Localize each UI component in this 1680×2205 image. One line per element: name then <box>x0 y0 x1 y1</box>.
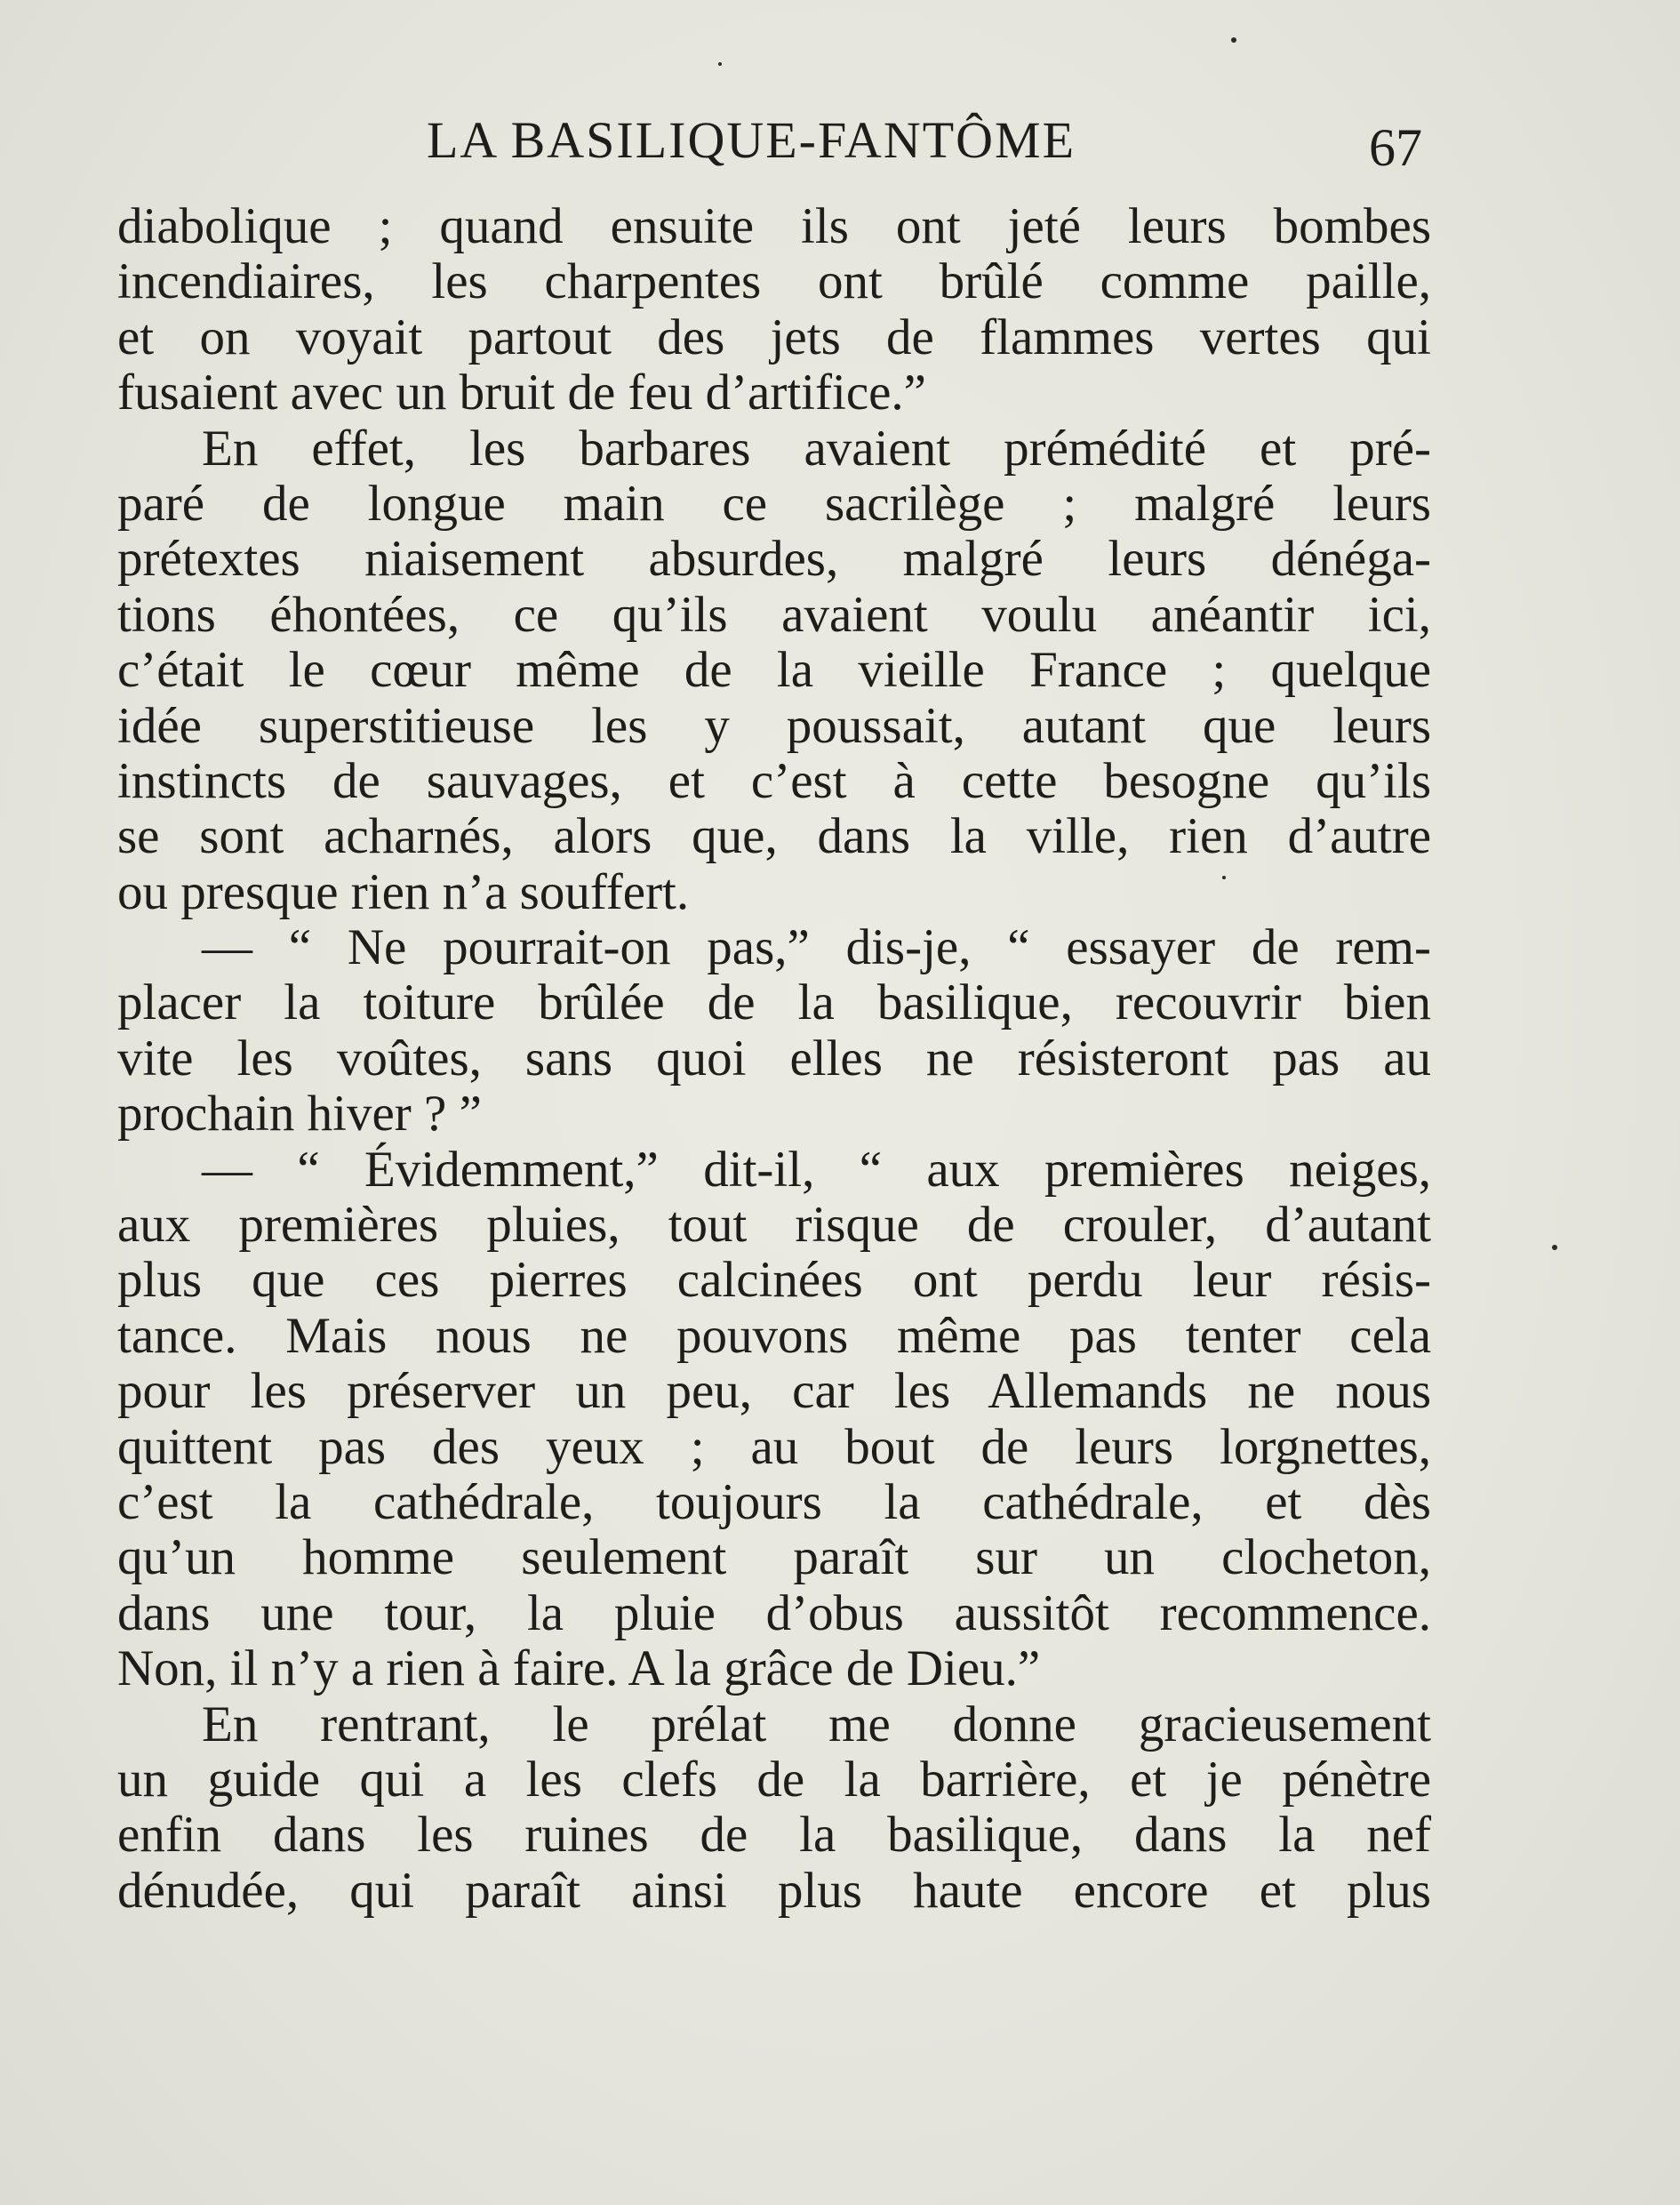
text-line: tance. Mais nous ne pouvons même pas tenter cela <box>117 1307 1431 1364</box>
text-line: aux premières pluies, tout risque de crouler, d’autant <box>117 1197 1431 1254</box>
text-line: En rentrant, le prélat me donne gracieusement <box>202 1696 1431 1752</box>
running-head <box>116 105 1422 176</box>
text-line: vite les voûtes, sans quoi elles ne résisteront pas au <box>117 1030 1431 1086</box>
text-line: enfin dans les ruines de la basilique, dans la nef <box>117 1807 1431 1864</box>
paper-speck <box>718 62 722 66</box>
paper-speck <box>1231 37 1236 43</box>
text-line: et on voyait partout des jets de flammes vertes qui <box>117 309 1431 365</box>
text-line: tions éhontées, ce qu’ils avaient voulu anéantir ici, <box>117 586 1431 643</box>
text-line: — “ Évidemment,” dit-il, “ aux premières neiges, <box>202 1141 1431 1198</box>
body-text <box>117 199 1431 1919</box>
text-line: — “ Ne pourrait-on pas,” dis-je, “ essayer de rem- <box>202 919 1431 976</box>
page-number: 67 <box>1369 118 1422 177</box>
paper-speck <box>1222 876 1226 879</box>
text-line: qu’un homme seulement paraît sur un clocheton, <box>117 1529 1431 1586</box>
text-line: dénudée, qui paraît ainsi plus haute encore et plus <box>117 1862 1431 1919</box>
text-line: En effet, les barbares avaient prémédité et pré- <box>202 420 1431 477</box>
text-line: prochain hiver ? ” <box>117 1086 482 1143</box>
running-title: LA BASILIQUE-FANTÔME <box>426 111 1076 169</box>
paper-speck <box>1552 1245 1557 1250</box>
text-line: quittent pas des yeux ; au bout de leurs lorgnettes, <box>117 1418 1431 1475</box>
text-line: instincts de sauvages, et c’est à cette besogne qu’ils <box>117 752 1431 809</box>
text-line: un guide qui a les clefs de la barrière, et je pénètre <box>117 1751 1431 1808</box>
text-line: diabolique ; quand ensuite ils ont jeté leurs bombes <box>117 198 1431 254</box>
text-line: ou presque rien n’a souffert. <box>117 863 690 920</box>
text-line: idée superstitieuse les y poussait, autant que leurs <box>117 697 1431 754</box>
text-line: dans une tour, la pluie d’obus aussitôt recommence. <box>117 1584 1431 1641</box>
text-line: fusaient avec un bruit de feu d’artifice.” <box>117 365 926 421</box>
text-line: se sont acharnés, alors que, dans la ville, rien d’autre <box>117 808 1431 865</box>
text-line: plus que ces pierres calcinées ont perdu leur résis- <box>117 1252 1431 1309</box>
text-line: Non, il n’y a rien à faire. A la grâce de Dieu.” <box>117 1640 1041 1697</box>
text-line: incendiaires, les charpentes ont brûlé comme paille, <box>117 253 1431 310</box>
text-line: placer la toiture brûlée de la basilique, recouvrir bien <box>117 974 1431 1031</box>
text-line: prétextes niaisement absurdes, malgré leurs dénéga- <box>117 531 1431 588</box>
text-line: paré de longue main ce sacrilège ; malgré leurs <box>117 475 1431 532</box>
text-line: c’était le cœur même de la vieille France ; quelque <box>117 642 1431 699</box>
text-line: c’est la cathédrale, toujours la cathédrale, et dès <box>117 1473 1431 1530</box>
text-line: pour les préserver un peu, car les Allemands ne nous <box>117 1363 1431 1420</box>
